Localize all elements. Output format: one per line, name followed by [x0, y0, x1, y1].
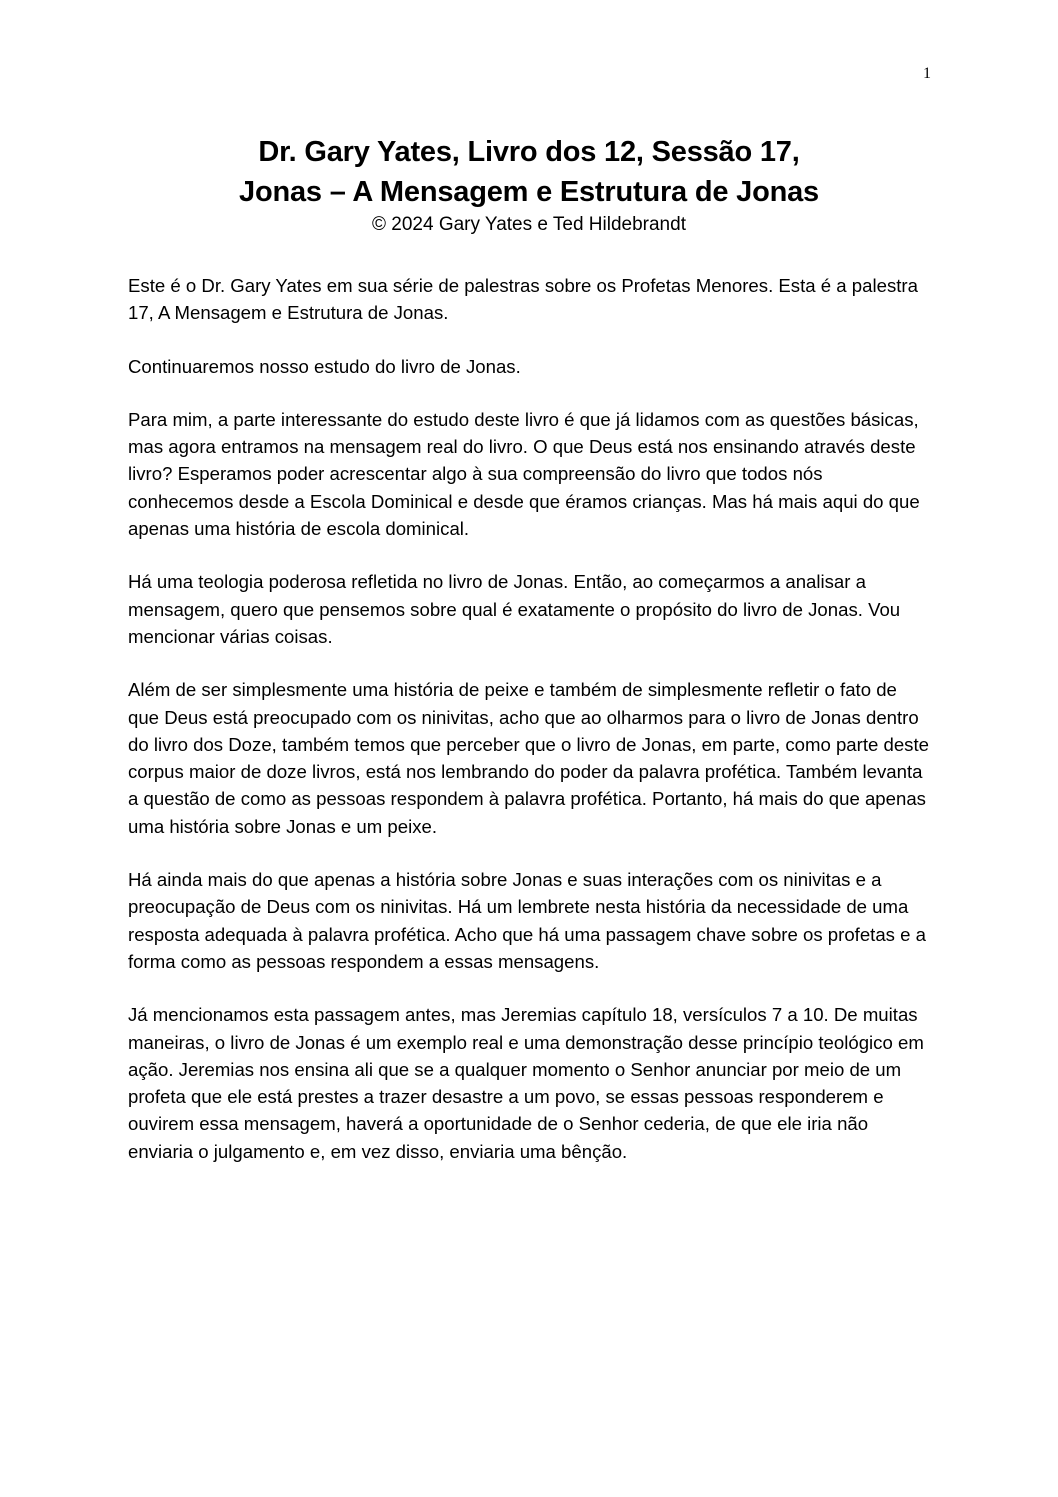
copyright-notice: © 2024 Gary Yates e Ted Hildebrandt: [372, 214, 686, 235]
title-line-2: Jonas – A Mensagem e Estrutura de Jonas: [239, 176, 819, 208]
page-number: 1: [923, 65, 931, 82]
paragraph: Para mim, a parte interessante do estudo deste livro é que já lidamos com as questões básicas, mas agora entramos na mensagem real do livro. O que Deus está nos ensinando através deste livro? Esperamos poder acrescentar algo à sua compreensão do livro que todos nós conhecemos desde a Escola Dominical e desde que éramos crianças. Mas há mais aqui do que apenas uma história de escola dominical.: [128, 408, 920, 540]
document-body: [128, 272, 933, 1191]
paragraph: Continuaremos nosso estudo do livro de Jonas.: [128, 355, 521, 377]
document-header: [128, 132, 930, 238]
paragraph: Há ainda mais do que apenas a história sobre Jonas e suas interações com os ninivitas e a preocupação de Deus com os ninivitas. Há um lembrete nesta história da necessidade de uma resposta adequada à palavra profética. Acho que há uma passagem chave sobre os profetas e a forma como as pessoas respondem a essas mensagens.: [128, 869, 926, 972]
paragraph: Já mencionamos esta passagem antes, mas Jeremias capítulo 18, versículos 7 a 10. De muitas maneiras, o livro de Jonas é um exemplo real e uma demonstração desse princípio teológico em ação. Jeremias nos ensina ali que se a qualquer momento o Senhor anunciar por meio de um profeta que ele está prestes a trazer desastre a um povo, se essas pessoas responderem e ouvirem essa mensagem, haverá a oportunidade de o Senhor cederia, de que ele iria não enviaria o julgamento e, em vez disso, enviaria uma bênção.: [128, 1004, 924, 1162]
document-title: [128, 132, 930, 212]
paragraph: Há uma teologia poderosa refletida no livro de Jonas. Então, ao começarmos a analisar a mensagem, quero que pensemos sobre qual é exatamente o propósito do livro de Jonas. Vou mencionar várias coisas.: [128, 571, 901, 647]
title-line-1: Dr. Gary Yates, Livro dos 12, Sessão 17,: [258, 136, 800, 168]
paragraph: Este é o Dr. Gary Yates em sua série de palestras sobre os Profetas Menores. Esta é a palestra 17, A Mensagem e Estrutura de Jonas.: [128, 275, 918, 324]
paragraph: Além de ser simplesmente uma história de peixe e também de simplesmente refletir o fato de que Deus está preocupado com os ninivitas, acho que ao olharmos para o livro de Jonas dentro do livro dos Doze, também temos que perceber que o livro de Jonas, em parte, como parte deste corpus maior de doze livros, está nos lembrando do poder da palavra profética. Também levanta a questão de como as pessoas respondem à palavra profética. Portanto, há mais do que apenas uma história sobre Jonas e um peixe.: [128, 679, 929, 837]
